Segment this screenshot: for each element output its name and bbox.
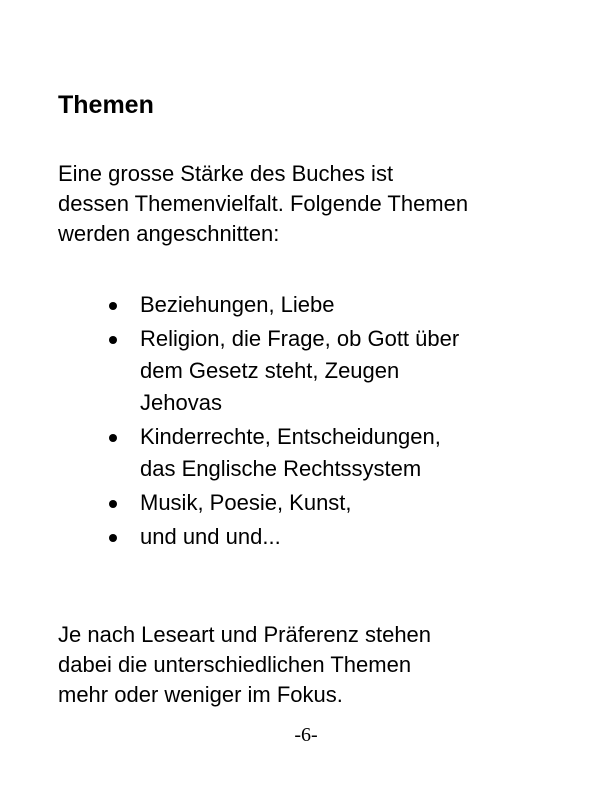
topic-text: Kinderrechte, Entscheidungen, xyxy=(140,424,441,449)
topic-list-item xyxy=(108,289,558,321)
page-number: -6- xyxy=(294,724,318,746)
intro-line: Eine grosse Stärke des Buches ist xyxy=(58,161,394,186)
topic-list xyxy=(108,289,558,553)
bullet-icon xyxy=(109,500,117,508)
closing-paragraph xyxy=(58,620,578,710)
bullet-icon xyxy=(109,434,117,442)
page-heading: Themen xyxy=(58,91,154,119)
closing-line: dabei die unterschiedlichen Themen xyxy=(58,652,412,677)
intro-paragraph xyxy=(58,159,578,249)
bullet-icon xyxy=(109,534,117,542)
closing-line: mehr oder weniger im Fokus. xyxy=(58,682,343,707)
topic-list-item xyxy=(108,521,558,553)
topic-list-item xyxy=(108,421,558,485)
bullet-icon xyxy=(109,302,117,310)
closing-line: Je nach Leseart und Präferenz stehen xyxy=(58,622,432,647)
bullet-icon xyxy=(109,336,117,344)
intro-line: werden angeschnitten: xyxy=(58,221,280,246)
intro-line: dessen Themenvielfalt. Folgende Themen xyxy=(58,191,469,216)
topic-text: Jehovas xyxy=(140,390,222,415)
topic-text: Musik, Poesie, Kunst, xyxy=(140,490,352,515)
topic-list-item xyxy=(108,487,558,519)
topic-text: dem Gesetz steht, Zeugen xyxy=(140,358,400,383)
topic-text: Beziehungen, Liebe xyxy=(140,292,335,317)
topic-text: und und und... xyxy=(140,524,281,549)
topic-text: das Englische Rechtssystem xyxy=(140,456,422,481)
topic-text: Religion, die Frage, ob Gott über xyxy=(140,326,460,351)
topic-list-item xyxy=(108,323,558,419)
